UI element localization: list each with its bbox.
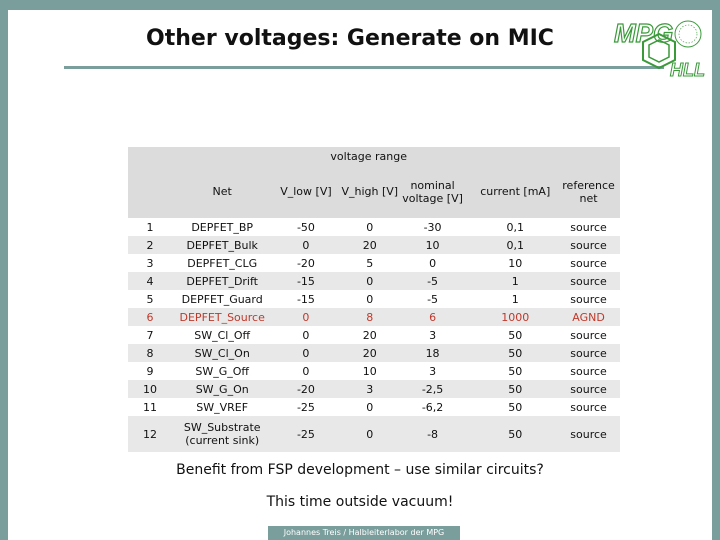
current-value: 0,1	[473, 218, 557, 236]
right-frame-bar	[712, 0, 720, 540]
nominal-voltage-value: 10	[400, 236, 465, 254]
logo-text-hll: HLL	[670, 60, 705, 78]
current-value: 50	[473, 344, 557, 362]
current-value: 50	[473, 380, 557, 398]
nominal-voltage-value: -8	[400, 416, 465, 452]
reference-net-value: source	[557, 272, 620, 290]
spacer	[465, 380, 473, 398]
reference-net-value: source	[557, 416, 620, 452]
header-net: Net	[172, 165, 272, 218]
nominal-voltage-value: 6	[400, 308, 465, 326]
nominal-voltage-value: 3	[400, 326, 465, 344]
nominal-voltage-value: -5	[400, 272, 465, 290]
nominal-voltage-value: -5	[400, 290, 465, 308]
spacer	[465, 326, 473, 344]
v-high-value: 0	[339, 290, 400, 308]
slide-title: Other voltages: Generate on MIC	[146, 26, 554, 51]
v-low-value: -50	[272, 218, 339, 236]
v-high-value: 0	[339, 416, 400, 452]
current-value: 50	[473, 398, 557, 416]
current-value: 50	[473, 416, 557, 452]
row-number: 12	[128, 416, 172, 452]
net-name: SW_Substrate (current sink)	[172, 416, 272, 452]
v-low-value: 0	[272, 308, 339, 326]
row-number: 4	[128, 272, 172, 290]
net-name: DEPFET_Bulk	[172, 236, 272, 254]
nominal-voltage-value: -30	[400, 218, 465, 236]
spacer	[465, 398, 473, 416]
spacer	[465, 272, 473, 290]
logo-text-mpg: MPG	[614, 18, 674, 48]
table-row	[128, 326, 620, 344]
v-low-value: -20	[272, 380, 339, 398]
header-v-low: V_low [V]	[272, 165, 339, 218]
v-low-value: -25	[272, 416, 339, 452]
table-row	[128, 272, 620, 290]
row-number: 6	[128, 308, 172, 326]
spacer	[465, 416, 473, 452]
reference-net-value: source	[557, 362, 620, 380]
net-name: SW_VREF	[172, 398, 272, 416]
nominal-voltage-value: 0	[400, 254, 465, 272]
nominal-voltage-value: 3	[400, 362, 465, 380]
row-number: 1	[128, 218, 172, 236]
voltage-range-header: voltage range	[272, 147, 465, 165]
column-header-row	[128, 165, 620, 218]
row-number: 7	[128, 326, 172, 344]
nominal-voltage-value: 18	[400, 344, 465, 362]
reference-net-value: source	[557, 398, 620, 416]
v-high-value: 20	[339, 326, 400, 344]
net-name: SW_Cl_Off	[172, 326, 272, 344]
current-value: 1000	[473, 308, 557, 326]
v-high-value: 10	[339, 362, 400, 380]
v-high-value: 5	[339, 254, 400, 272]
net-name: DEPFET_BP	[172, 218, 272, 236]
note-benefit: Benefit from FSP development – use similar circuits?	[176, 462, 544, 478]
current-value: 0,1	[473, 236, 557, 254]
reference-net-value: source	[557, 326, 620, 344]
table-row	[128, 236, 620, 254]
v-low-value: -15	[272, 272, 339, 290]
nominal-voltage-value: -2,5	[400, 380, 465, 398]
reference-net-value: source	[557, 218, 620, 236]
spacer	[465, 218, 473, 236]
reference-net-value: source	[557, 380, 620, 398]
v-high-value: 0	[339, 398, 400, 416]
row-number: 8	[128, 344, 172, 362]
current-value: 1	[473, 290, 557, 308]
top-frame-bar	[0, 0, 720, 10]
v-high-value: 8	[339, 308, 400, 326]
v-high-value: 20	[339, 344, 400, 362]
net-name: SW_Cl_On	[172, 344, 272, 362]
header-v-high: V_high [V]	[339, 165, 400, 218]
current-value: 50	[473, 362, 557, 380]
voltage-table	[128, 147, 620, 452]
mpg-hll-logo	[612, 14, 706, 78]
note-outside-vacuum: This time outside vacuum!	[266, 494, 454, 510]
net-name: SW_G_Off	[172, 362, 272, 380]
v-high-value: 20	[339, 236, 400, 254]
spacer	[465, 236, 473, 254]
v-low-value: 0	[272, 344, 339, 362]
spacer	[465, 290, 473, 308]
voltage-range-header-row	[128, 147, 620, 165]
v-high-value: 3	[339, 380, 400, 398]
reference-net-value: source	[557, 344, 620, 362]
v-low-value: 0	[272, 362, 339, 380]
v-low-value: 0	[272, 326, 339, 344]
table-row	[128, 344, 620, 362]
current-value: 50	[473, 326, 557, 344]
header-current: current [mA]	[473, 165, 557, 218]
v-low-value: 0	[272, 236, 339, 254]
reference-net-value: source	[557, 290, 620, 308]
current-value: 1	[473, 272, 557, 290]
net-name: DEPFET_Source	[172, 308, 272, 326]
table-row	[128, 218, 620, 236]
v-high-value: 0	[339, 272, 400, 290]
reference-net-value: source	[557, 254, 620, 272]
v-low-value: -20	[272, 254, 339, 272]
table-row	[128, 290, 620, 308]
row-number: 10	[128, 380, 172, 398]
v-high-value: 0	[339, 218, 400, 236]
spacer	[465, 308, 473, 326]
row-number: 5	[128, 290, 172, 308]
reference-net-value: source	[557, 236, 620, 254]
header-reference: reference net	[557, 165, 620, 218]
table-row	[128, 308, 620, 326]
nominal-voltage-value: -6,2	[400, 398, 465, 416]
reference-net-value: AGND	[557, 308, 620, 326]
title-underline	[64, 66, 664, 69]
net-name: SW_G_On	[172, 380, 272, 398]
footer-credit: Johannes Treis / Halbleiterlabor der MPG	[268, 526, 460, 540]
left-frame-bar	[0, 0, 8, 540]
table-row	[128, 416, 620, 452]
table-row	[128, 380, 620, 398]
net-name: DEPFET_CLG	[172, 254, 272, 272]
spacer	[465, 254, 473, 272]
spacer	[465, 344, 473, 362]
table-row	[128, 398, 620, 416]
table-row	[128, 362, 620, 380]
row-number: 11	[128, 398, 172, 416]
v-low-value: -25	[272, 398, 339, 416]
row-number: 2	[128, 236, 172, 254]
row-number: 3	[128, 254, 172, 272]
table-row	[128, 254, 620, 272]
net-name: DEPFET_Drift	[172, 272, 272, 290]
v-low-value: -15	[272, 290, 339, 308]
header-nominal: nominal voltage [V]	[400, 165, 465, 218]
row-number: 9	[128, 362, 172, 380]
net-name: DEPFET_Guard	[172, 290, 272, 308]
spacer	[465, 362, 473, 380]
current-value: 10	[473, 254, 557, 272]
header-num	[128, 165, 172, 218]
